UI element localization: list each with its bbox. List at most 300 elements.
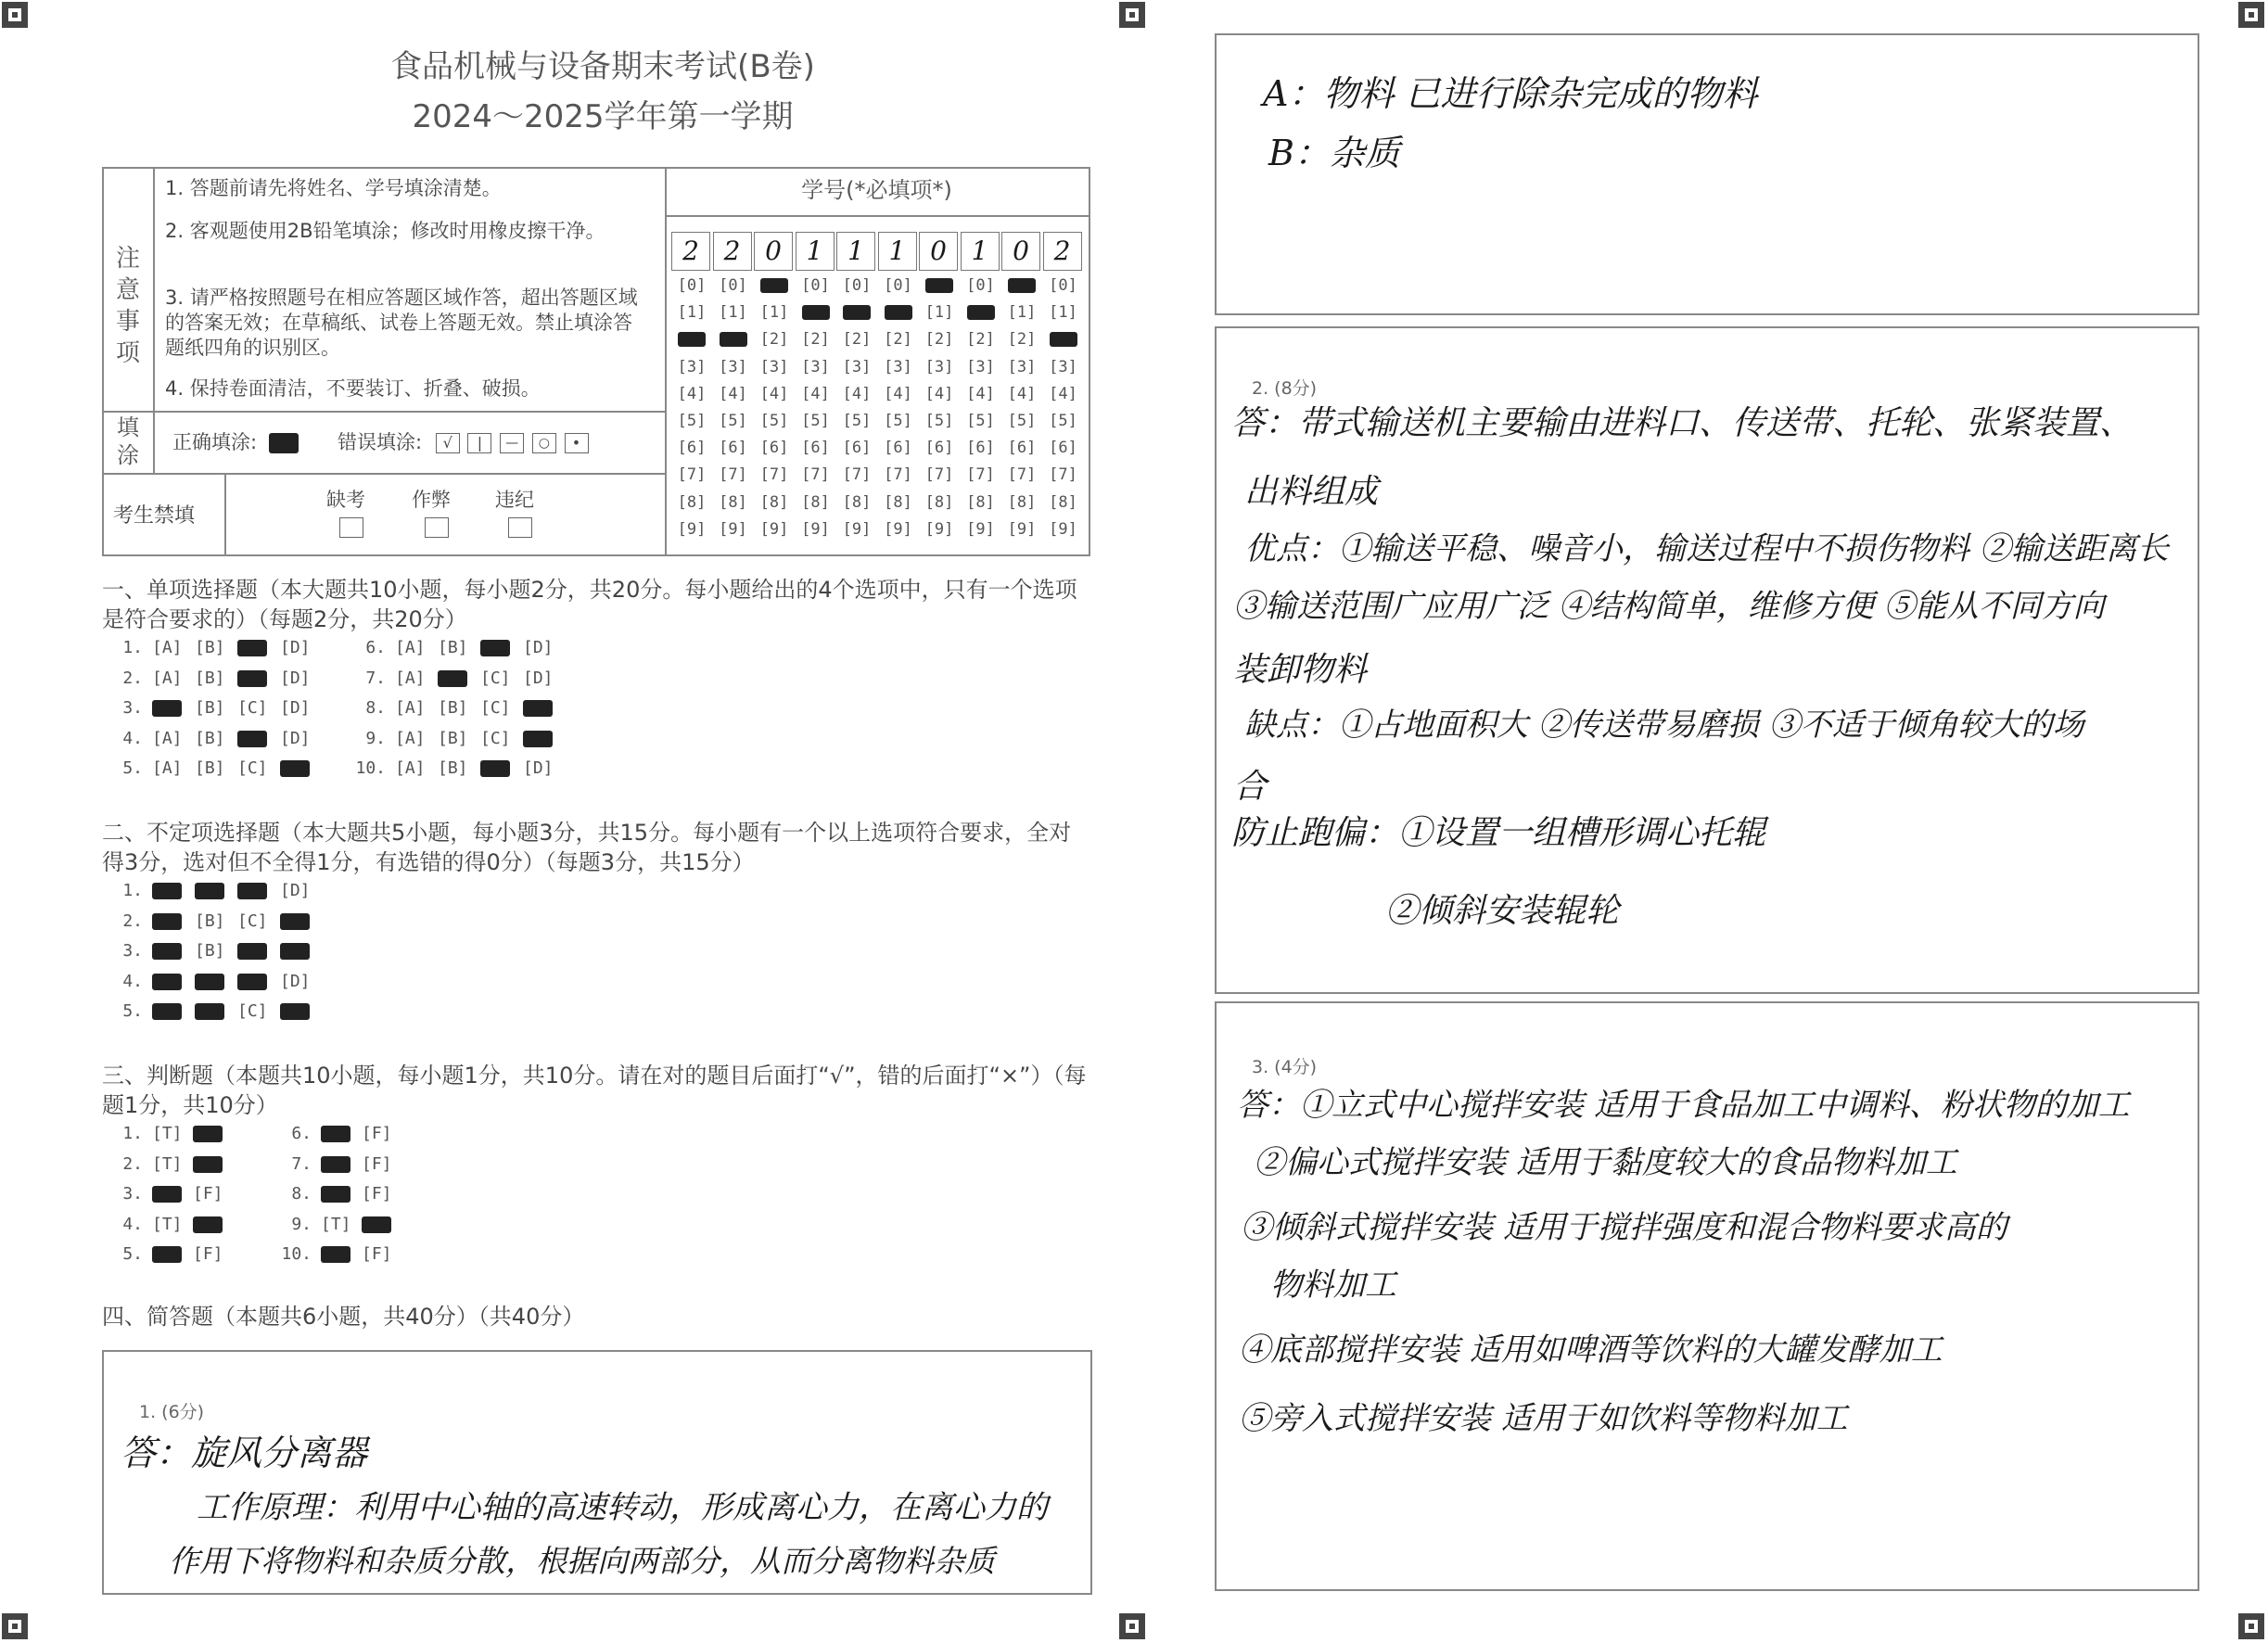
option-bubble-filled[interactable] <box>152 941 195 961</box>
student-id-digit-box[interactable]: 0 <box>1001 232 1040 271</box>
student-id-bubble-filled[interactable] <box>878 303 919 322</box>
answer-row <box>280 1154 402 1174</box>
student-id-bubble[interactable]: [5] <box>801 412 830 430</box>
option-bubble-filled[interactable] <box>237 729 280 748</box>
answer-box-q1 <box>102 1350 1092 1595</box>
student-id-bubble[interactable]: [2] <box>842 330 872 350</box>
filled-bubble-icon <box>480 640 510 656</box>
q1-answer-line-3: 作用下将物料和杂质分散，根据向两部分，从而分离物料杂质 <box>169 1543 995 1579</box>
option-bubble-filled[interactable] <box>280 911 323 931</box>
option-bubble[interactable]: [B] <box>195 698 225 718</box>
student-id-bubble[interactable]: [2] <box>759 330 789 350</box>
student-id-bubble[interactable]: [2] <box>924 330 954 350</box>
answer-row <box>111 881 323 900</box>
option-bubble-filled[interactable] <box>237 972 280 991</box>
student-id-bubble[interactable]: [2] <box>801 330 830 350</box>
student-id-bubble[interactable]: [9] <box>1049 519 1077 539</box>
student-id-bubble[interactable]: [0] <box>842 276 872 295</box>
option-bubble[interactable]: [B] <box>438 758 468 778</box>
option-bubble-filled[interactable] <box>237 881 280 900</box>
student-id-bubble[interactable]: [7] <box>801 465 830 485</box>
question-number: 2. <box>122 911 143 931</box>
correct-fill-text: 正确填涂: <box>172 430 299 455</box>
option-bubble-filled[interactable] <box>195 881 237 900</box>
answer-row <box>280 1184 402 1204</box>
option-bubble[interactable]: [F] <box>362 1244 392 1264</box>
filled-bubble-icon <box>885 305 912 320</box>
student-id-bubble[interactable]: [4] <box>1049 384 1077 403</box>
student-id-bubble[interactable]: [9] <box>842 519 872 539</box>
q2-answer-line-5: 装卸物料 <box>1233 651 1368 689</box>
student-id-bubble[interactable]: [3] <box>719 357 747 376</box>
option-bubble-filled[interactable] <box>152 972 195 991</box>
student-id-bubble[interactable]: [5] <box>884 412 912 430</box>
answer-row <box>111 1001 323 1021</box>
q3-answer-line-2: ②偏心式搅拌安装 适用于黏度较大的食品物料加工 <box>1254 1144 1957 1181</box>
filled-bubble-icon <box>280 943 310 960</box>
filled-bubble-icon <box>720 332 747 347</box>
answer-row <box>111 1244 234 1264</box>
student-id-bubble[interactable]: [5] <box>759 412 789 430</box>
student-id-bubble[interactable]: [8] <box>924 492 954 512</box>
answer-row <box>111 1184 234 1204</box>
answer-row <box>111 729 323 748</box>
student-id-bubble[interactable]: [7] <box>1007 465 1037 485</box>
option-bubble[interactable]: [B] <box>195 941 225 961</box>
question-number: 5. <box>122 1001 143 1021</box>
option-bubble[interactable]: [D] <box>523 758 554 778</box>
student-id-bubble[interactable]: [0] <box>884 276 912 295</box>
filled-bubble-icon <box>152 1003 182 1020</box>
student-id-bubble[interactable]: [5] <box>677 412 707 430</box>
answer-row <box>111 758 323 778</box>
q1-cont-line-2: B：杂质 <box>1268 133 1400 173</box>
option-bubble[interactable]: [B] <box>438 698 468 718</box>
answer-row <box>354 758 566 778</box>
option-bubble-filled[interactable] <box>237 638 280 657</box>
student-id-bubble[interactable]: [3] <box>842 357 872 376</box>
option-bubble[interactable]: [A] <box>395 668 426 688</box>
filled-bubble-icon <box>321 1186 350 1203</box>
option-bubble[interactable]: [T] <box>152 1124 183 1143</box>
filled-bubble-icon <box>237 731 267 747</box>
student-id-bubble-filled[interactable] <box>671 330 712 349</box>
student-id-bubble[interactable]: [6] <box>677 439 707 458</box>
student-id-bubble[interactable]: [7] <box>966 465 995 485</box>
filled-bubble-icon <box>237 943 267 960</box>
q2-answer-line-6: 缺点：①占地面积大 ②传送带易磨损 ③不适于倾角较大的场 <box>1244 707 2084 744</box>
student-id-bubble-filled[interactable] <box>836 303 877 322</box>
filled-bubble-icon <box>678 332 706 347</box>
student-id-bubble[interactable]: [2] <box>884 330 912 350</box>
option-bubble[interactable]: [A] <box>395 638 426 657</box>
option-bubble-filled[interactable] <box>237 941 280 961</box>
filled-bubble-icon <box>280 913 310 930</box>
option-bubble[interactable]: [B] <box>438 728 468 748</box>
option-bubble[interactable]: [B] <box>438 638 468 657</box>
option-bubble[interactable]: [A] <box>152 758 183 778</box>
student-id-bubble[interactable]: [5] <box>1049 412 1077 430</box>
q2-answer-line-3: 优点：①输送平稳、噪音小，输送过程中不损伤物料 ②输送距离长 <box>1244 530 2169 567</box>
student-id-bubble[interactable]: [1] <box>677 303 707 323</box>
student-id-bubble[interactable]: [5] <box>924 412 954 430</box>
student-id-label: 学号(*必填项*) <box>801 177 952 203</box>
student-id-bubble[interactable]: [7] <box>924 465 954 485</box>
question-number: 8. <box>365 698 386 718</box>
cheat-checkbox[interactable] <box>425 517 449 538</box>
option-bubble-filled[interactable] <box>438 669 480 688</box>
student-id-bubble[interactable]: [8] <box>801 492 830 512</box>
option-bubble[interactable]: [C] <box>237 911 268 931</box>
option-bubble-filled[interactable] <box>237 669 280 688</box>
student-id-bubble[interactable]: [2] <box>966 330 995 350</box>
option-bubble-filled[interactable] <box>152 1001 195 1021</box>
violation-checkbox[interactable] <box>508 517 532 538</box>
section2-title: 二、不定项选择题（本大题共5小题，每小题3分，共15分。每小题有一个以上选项符合要求，全对得3分，选对但不全得1分，有选错的得0分）（每题3分，共15分） <box>102 820 1072 875</box>
answer-box-q1-continued <box>1215 33 2199 315</box>
filled-bubble-icon <box>237 640 267 656</box>
question-number: 4. <box>122 971 143 991</box>
q3-answer-line-5: ④底部搅拌安装 适用如啤酒等饮料的大罐发酵加工 <box>1239 1331 1943 1369</box>
option-bubble-filled[interactable] <box>362 1215 402 1234</box>
option-bubble[interactable]: [T] <box>152 1214 183 1234</box>
question-number: 3. <box>122 698 143 718</box>
option-bubble[interactable]: [A] <box>152 668 183 688</box>
student-id-bubble[interactable]: [3] <box>677 357 707 376</box>
option-bubble[interactable]: [T] <box>152 1153 183 1174</box>
student-id-bubble[interactable]: [9] <box>719 519 747 539</box>
answer-box-q3 <box>1215 1001 2199 1591</box>
forbidden-absent: 缺考 <box>323 488 369 538</box>
section4-title: 四、简答题（本题共6小题，共40分）（共40分） <box>102 1304 585 1330</box>
filled-bubble-icon <box>321 1246 350 1263</box>
student-id-bubble-filled[interactable] <box>1001 276 1042 295</box>
student-id-bubble[interactable]: [1] <box>924 303 954 323</box>
option-bubble[interactable]: [B] <box>195 911 225 931</box>
option-bubble-filled[interactable] <box>480 758 523 778</box>
student-id-bubble[interactable]: [8] <box>1007 492 1037 512</box>
answer-row <box>111 698 323 718</box>
student-id-bubble[interactable]: [6] <box>1007 439 1037 458</box>
option-bubble[interactable]: [F] <box>362 1124 392 1143</box>
fill-label: 填涂 <box>117 414 139 468</box>
option-bubble[interactable]: [F] <box>362 1153 392 1174</box>
question-number: 1. <box>122 1124 143 1143</box>
student-id-bubble[interactable]: [6] <box>1049 439 1077 458</box>
student-id-bubble[interactable]: [3] <box>1049 357 1077 376</box>
student-id-bubble[interactable]: [0] <box>966 276 995 295</box>
student-id-digit-box[interactable]: 1 <box>836 232 875 271</box>
student-id-bubble[interactable]: [6] <box>924 439 954 458</box>
student-id-bubble[interactable]: [3] <box>884 357 912 376</box>
student-id-bubble[interactable]: [5] <box>966 412 995 430</box>
answer-row <box>280 1244 402 1264</box>
student-id-bubble-filled[interactable] <box>754 276 795 295</box>
option-bubble[interactable]: [B] <box>195 668 225 688</box>
option-bubble-filled[interactable] <box>195 972 237 991</box>
student-id-bubble[interactable]: [4] <box>801 384 830 403</box>
option-bubble-filled[interactable] <box>280 758 323 778</box>
q1-label: 1. (6分) <box>139 1402 205 1422</box>
answer-row <box>354 669 566 688</box>
option-bubble[interactable]: [D] <box>523 668 554 688</box>
question-number: 4. <box>122 728 143 748</box>
option-bubble[interactable]: [F] <box>193 1184 223 1204</box>
answer-row <box>354 729 566 748</box>
option-bubble[interactable]: [C] <box>480 668 511 688</box>
student-id-bubble[interactable]: [4] <box>842 384 872 403</box>
option-bubble[interactable]: [C] <box>480 698 511 718</box>
student-id-bubble[interactable]: [6] <box>884 439 912 458</box>
option-bubble-filled[interactable] <box>152 1184 193 1204</box>
student-id-bubble-filled[interactable] <box>961 303 1001 322</box>
student-id-bubble-filled[interactable] <box>796 303 836 322</box>
option-bubble[interactable]: [D] <box>280 698 311 718</box>
option-bubble[interactable]: [A] <box>395 698 426 718</box>
student-id-bubble[interactable]: [2] <box>1007 330 1037 350</box>
option-bubble[interactable]: [B] <box>195 758 225 778</box>
student-id-bubble-filled[interactable] <box>713 330 754 349</box>
filled-bubble-icon <box>193 1156 223 1173</box>
q2-answer-line-8: 防止跑偏：①设置一组槽形调心托辊 <box>1231 814 1766 852</box>
question-number: 10. <box>281 1244 312 1264</box>
wrong-fill-text: 错误填涂: √ | — ○ • <box>338 430 589 455</box>
student-id-bubble[interactable]: [5] <box>1007 412 1037 430</box>
q2-answer-line-1: 答：带式输送机主要输由进料口、传送带、托轮、张紧装置、 <box>1231 404 2134 442</box>
student-id-bubble[interactable]: [1] <box>1049 303 1077 323</box>
student-id-bubble[interactable]: [8] <box>759 492 789 512</box>
student-id-bubble[interactable]: [6] <box>842 439 872 458</box>
student-id-bubble[interactable]: [4] <box>884 384 912 403</box>
student-id-bubble[interactable]: [0] <box>1049 276 1077 295</box>
question-number: 1. <box>122 638 143 657</box>
question-number: 4. <box>122 1214 143 1234</box>
filled-bubble-icon <box>523 731 553 747</box>
student-id-digit-box[interactable]: 2 <box>1043 232 1082 271</box>
student-id-bubble[interactable]: [7] <box>842 465 872 485</box>
option-bubble[interactable]: [D] <box>280 971 311 991</box>
option-bubble[interactable]: [A] <box>152 728 183 748</box>
answer-row <box>111 669 323 688</box>
student-id-bubble[interactable]: [4] <box>719 384 747 403</box>
absent-checkbox[interactable] <box>339 517 363 538</box>
question-number: 9. <box>365 728 386 748</box>
corner-mark-bottom-center-icon <box>1119 1613 1145 1639</box>
student-id-bubble[interactable]: [9] <box>924 519 954 539</box>
option-bubble-filled[interactable] <box>321 1154 362 1174</box>
filled-bubble-icon <box>195 883 224 899</box>
filled-bubble-icon <box>152 1186 182 1203</box>
student-id-digit-box[interactable]: 0 <box>919 232 958 271</box>
question-number: 5. <box>122 1244 143 1264</box>
student-id-bubble[interactable]: [7] <box>1049 465 1077 485</box>
option-bubble-filled[interactable] <box>321 1184 362 1204</box>
student-id-bubble[interactable]: [9] <box>966 519 995 539</box>
corner-mark-top-right-icon <box>2238 2 2264 28</box>
option-bubble-filled[interactable] <box>193 1154 234 1174</box>
filled-bubble-icon <box>193 1126 223 1142</box>
student-id-bubble[interactable]: [8] <box>966 492 995 512</box>
option-bubble-filled[interactable] <box>523 698 566 718</box>
option-bubble-filled[interactable] <box>193 1124 234 1143</box>
answer-box-q2 <box>1215 326 2199 994</box>
q1-answer-line-2: 工作原理：利用中心轴的高速转动，形成离心力，在离心力的 <box>197 1489 1048 1526</box>
q2-answer-line-2: 出料组成 <box>1244 473 1379 511</box>
filled-bubble-icon <box>195 974 224 990</box>
student-id-bubble[interactable]: [4] <box>677 384 707 403</box>
option-bubble-filled[interactable] <box>152 698 195 718</box>
option-bubble[interactable]: [C] <box>237 758 268 778</box>
filled-bubble-icon <box>152 700 182 717</box>
exam-title: 食品机械与设备期末考试(B卷) <box>390 48 815 85</box>
student-id-bubble[interactable]: [3] <box>966 357 995 376</box>
student-id-digit-box[interactable]: 1 <box>961 232 1000 271</box>
option-bubble[interactable]: [A] <box>395 728 426 748</box>
option-bubble[interactable]: [A] <box>395 758 426 778</box>
filled-bubble-icon <box>438 670 467 687</box>
student-id-digit-box[interactable]: 1 <box>878 232 917 271</box>
option-bubble-filled[interactable] <box>193 1215 234 1234</box>
option-bubble[interactable]: [F] <box>362 1184 392 1204</box>
option-bubble[interactable]: [D] <box>280 881 311 900</box>
option-bubble-filled[interactable] <box>321 1124 362 1143</box>
question-number: 1. <box>122 881 143 900</box>
option-bubble-filled[interactable] <box>152 911 195 931</box>
option-bubble-filled[interactable] <box>152 881 195 900</box>
student-id-bubble[interactable]: [8] <box>884 492 912 512</box>
student-id-bubble[interactable]: [9] <box>1007 519 1037 539</box>
forbidden-label: 考生禁填 <box>113 504 196 528</box>
student-id-bubble[interactable]: [7] <box>677 465 707 485</box>
notes-label: 注意事项 <box>115 245 140 367</box>
section3-title: 三、判断题（本题共10小题，每小题1分，共10分。请在对的题目后面打“√”，错的后面打“×”）（每题1分，共10分） <box>102 1063 1087 1118</box>
option-bubble-filled[interactable] <box>195 1001 237 1021</box>
option-bubble[interactable]: [B] <box>195 728 225 748</box>
student-id-bubble[interactable]: [9] <box>884 519 912 539</box>
student-id-bubble[interactable]: [4] <box>759 384 789 403</box>
forbidden-cheat: 作弊 <box>408 488 454 538</box>
filled-bubble-icon <box>967 305 995 320</box>
student-id-bubble[interactable]: [6] <box>801 439 830 458</box>
wrong-fill-bar-icon: | <box>467 433 491 453</box>
option-bubble[interactable]: [C] <box>480 728 511 748</box>
student-id-bubble[interactable]: [9] <box>677 519 707 539</box>
option-bubble-filled[interactable] <box>480 638 523 657</box>
student-id-digit-box[interactable]: 2 <box>713 232 752 271</box>
student-id-bubble-filled[interactable] <box>1043 330 1084 349</box>
q1-cont-line-1: A：物料 已进行除杂完成的物料 <box>1263 73 1758 114</box>
student-id-bubble[interactable]: [7] <box>884 465 912 485</box>
option-bubble-filled[interactable] <box>523 729 566 748</box>
student-id-bubble[interactable]: [8] <box>842 492 872 512</box>
q3-answer-line-1: 答：①立式中心搅拌安装 适用于食品加工中调料、粉状物的加工 <box>1237 1087 2130 1124</box>
filled-bubble-icon <box>152 974 182 990</box>
student-id-bubble[interactable]: [8] <box>677 492 707 512</box>
student-id-bubble[interactable]: [6] <box>966 439 995 458</box>
student-id-bubble[interactable]: [4] <box>1007 384 1037 403</box>
answer-row <box>354 698 566 718</box>
option-bubble-filled[interactable] <box>280 941 323 961</box>
student-id-bubble[interactable]: [6] <box>759 439 789 458</box>
option-bubble[interactable]: [F] <box>193 1244 223 1264</box>
student-id-bubble[interactable]: [0] <box>801 276 830 295</box>
q1-answer-line-1: 答：旋风分离器 <box>121 1433 368 1473</box>
section1-title: 一、单项选择题（本大题共10小题，每小题2分，共20分。每小题给出的4个选项中，只有一个选项是符合要求的）（每题2分，共20分） <box>102 577 1077 632</box>
student-id-bubble[interactable]: [0] <box>677 276 707 295</box>
question-number: 6. <box>365 638 386 657</box>
question-number: 7. <box>365 668 386 688</box>
option-bubble-filled[interactable] <box>152 1244 193 1264</box>
option-bubble[interactable]: [C] <box>237 698 268 718</box>
student-id-digit-box[interactable]: 0 <box>754 232 793 271</box>
option-bubble[interactable]: [D] <box>280 638 311 657</box>
answer-row <box>111 972 323 991</box>
wrong-fill-dot-icon: • <box>565 433 589 453</box>
student-id-bubble[interactable]: [8] <box>719 492 747 512</box>
student-id-bubble[interactable]: [9] <box>759 519 789 539</box>
student-id-digit-box[interactable]: 2 <box>671 232 710 271</box>
answer-row <box>111 941 323 961</box>
filled-bubble-icon <box>843 305 871 320</box>
option-bubble-filled[interactable] <box>321 1244 362 1264</box>
question-number: 10. <box>355 758 386 778</box>
student-id-digit-box[interactable]: 1 <box>796 232 835 271</box>
question-number: 5. <box>122 758 143 778</box>
student-id-bubble[interactable]: [3] <box>759 357 789 376</box>
exam-semester: 2024～2025学年第一学期 <box>412 98 794 135</box>
q2-answer-line-9: ②倾斜安装辊轮 <box>1385 892 1620 930</box>
student-id-bubble[interactable]: [0] <box>719 276 747 295</box>
option-bubble[interactable]: [B] <box>195 638 225 657</box>
student-id-bubble[interactable]: [3] <box>924 357 954 376</box>
option-bubble-filled[interactable] <box>280 1001 323 1021</box>
option-bubble[interactable]: [D] <box>523 638 554 657</box>
student-id-bubble[interactable]: [1] <box>719 303 747 323</box>
student-id-bubble[interactable]: [7] <box>719 465 747 485</box>
option-bubble[interactable]: [D] <box>280 668 311 688</box>
answer-row <box>111 1215 234 1234</box>
option-bubble[interactable]: [T] <box>321 1214 351 1234</box>
note-1: 1. 答题前请先将姓名、学号填涂清楚。 <box>165 177 502 199</box>
student-id-bubble[interactable]: [4] <box>924 384 954 403</box>
filled-bubble-icon <box>152 883 182 899</box>
option-bubble[interactable]: [C] <box>237 1001 268 1021</box>
q3-answer-line-4: 物料加工 <box>1270 1267 1396 1304</box>
student-id-bubble[interactable]: [1] <box>1007 303 1037 323</box>
student-id-bubble[interactable]: [5] <box>842 412 872 430</box>
option-bubble[interactable]: [A] <box>152 638 183 657</box>
answer-row <box>354 638 566 657</box>
student-id-bubble[interactable]: [3] <box>1007 357 1037 376</box>
student-id-bubble-filled[interactable] <box>919 276 960 295</box>
student-id-bubble[interactable]: [6] <box>719 439 747 458</box>
student-id-bubble[interactable]: [8] <box>1049 492 1077 512</box>
filled-bubble-icon <box>802 305 830 320</box>
wrong-fill-dash-icon: — <box>500 433 524 453</box>
q2-answer-line-7: 合 <box>1233 768 1268 806</box>
wrong-fill-circle-icon: ○ <box>532 433 556 453</box>
student-id-bubble[interactable]: [9] <box>801 519 830 539</box>
option-bubble[interactable]: [D] <box>280 728 311 748</box>
student-id-bubble[interactable]: [5] <box>719 412 747 430</box>
student-id-bubble[interactable]: [4] <box>966 384 995 403</box>
student-id-bubble[interactable]: [1] <box>759 303 789 323</box>
student-id-bubble[interactable]: [3] <box>801 357 830 376</box>
student-id-bubble[interactable]: [7] <box>759 465 789 485</box>
answer-row <box>111 638 323 657</box>
corner-mark-bottom-left-icon <box>2 1613 28 1639</box>
correct-fill-sample-icon <box>269 433 299 453</box>
